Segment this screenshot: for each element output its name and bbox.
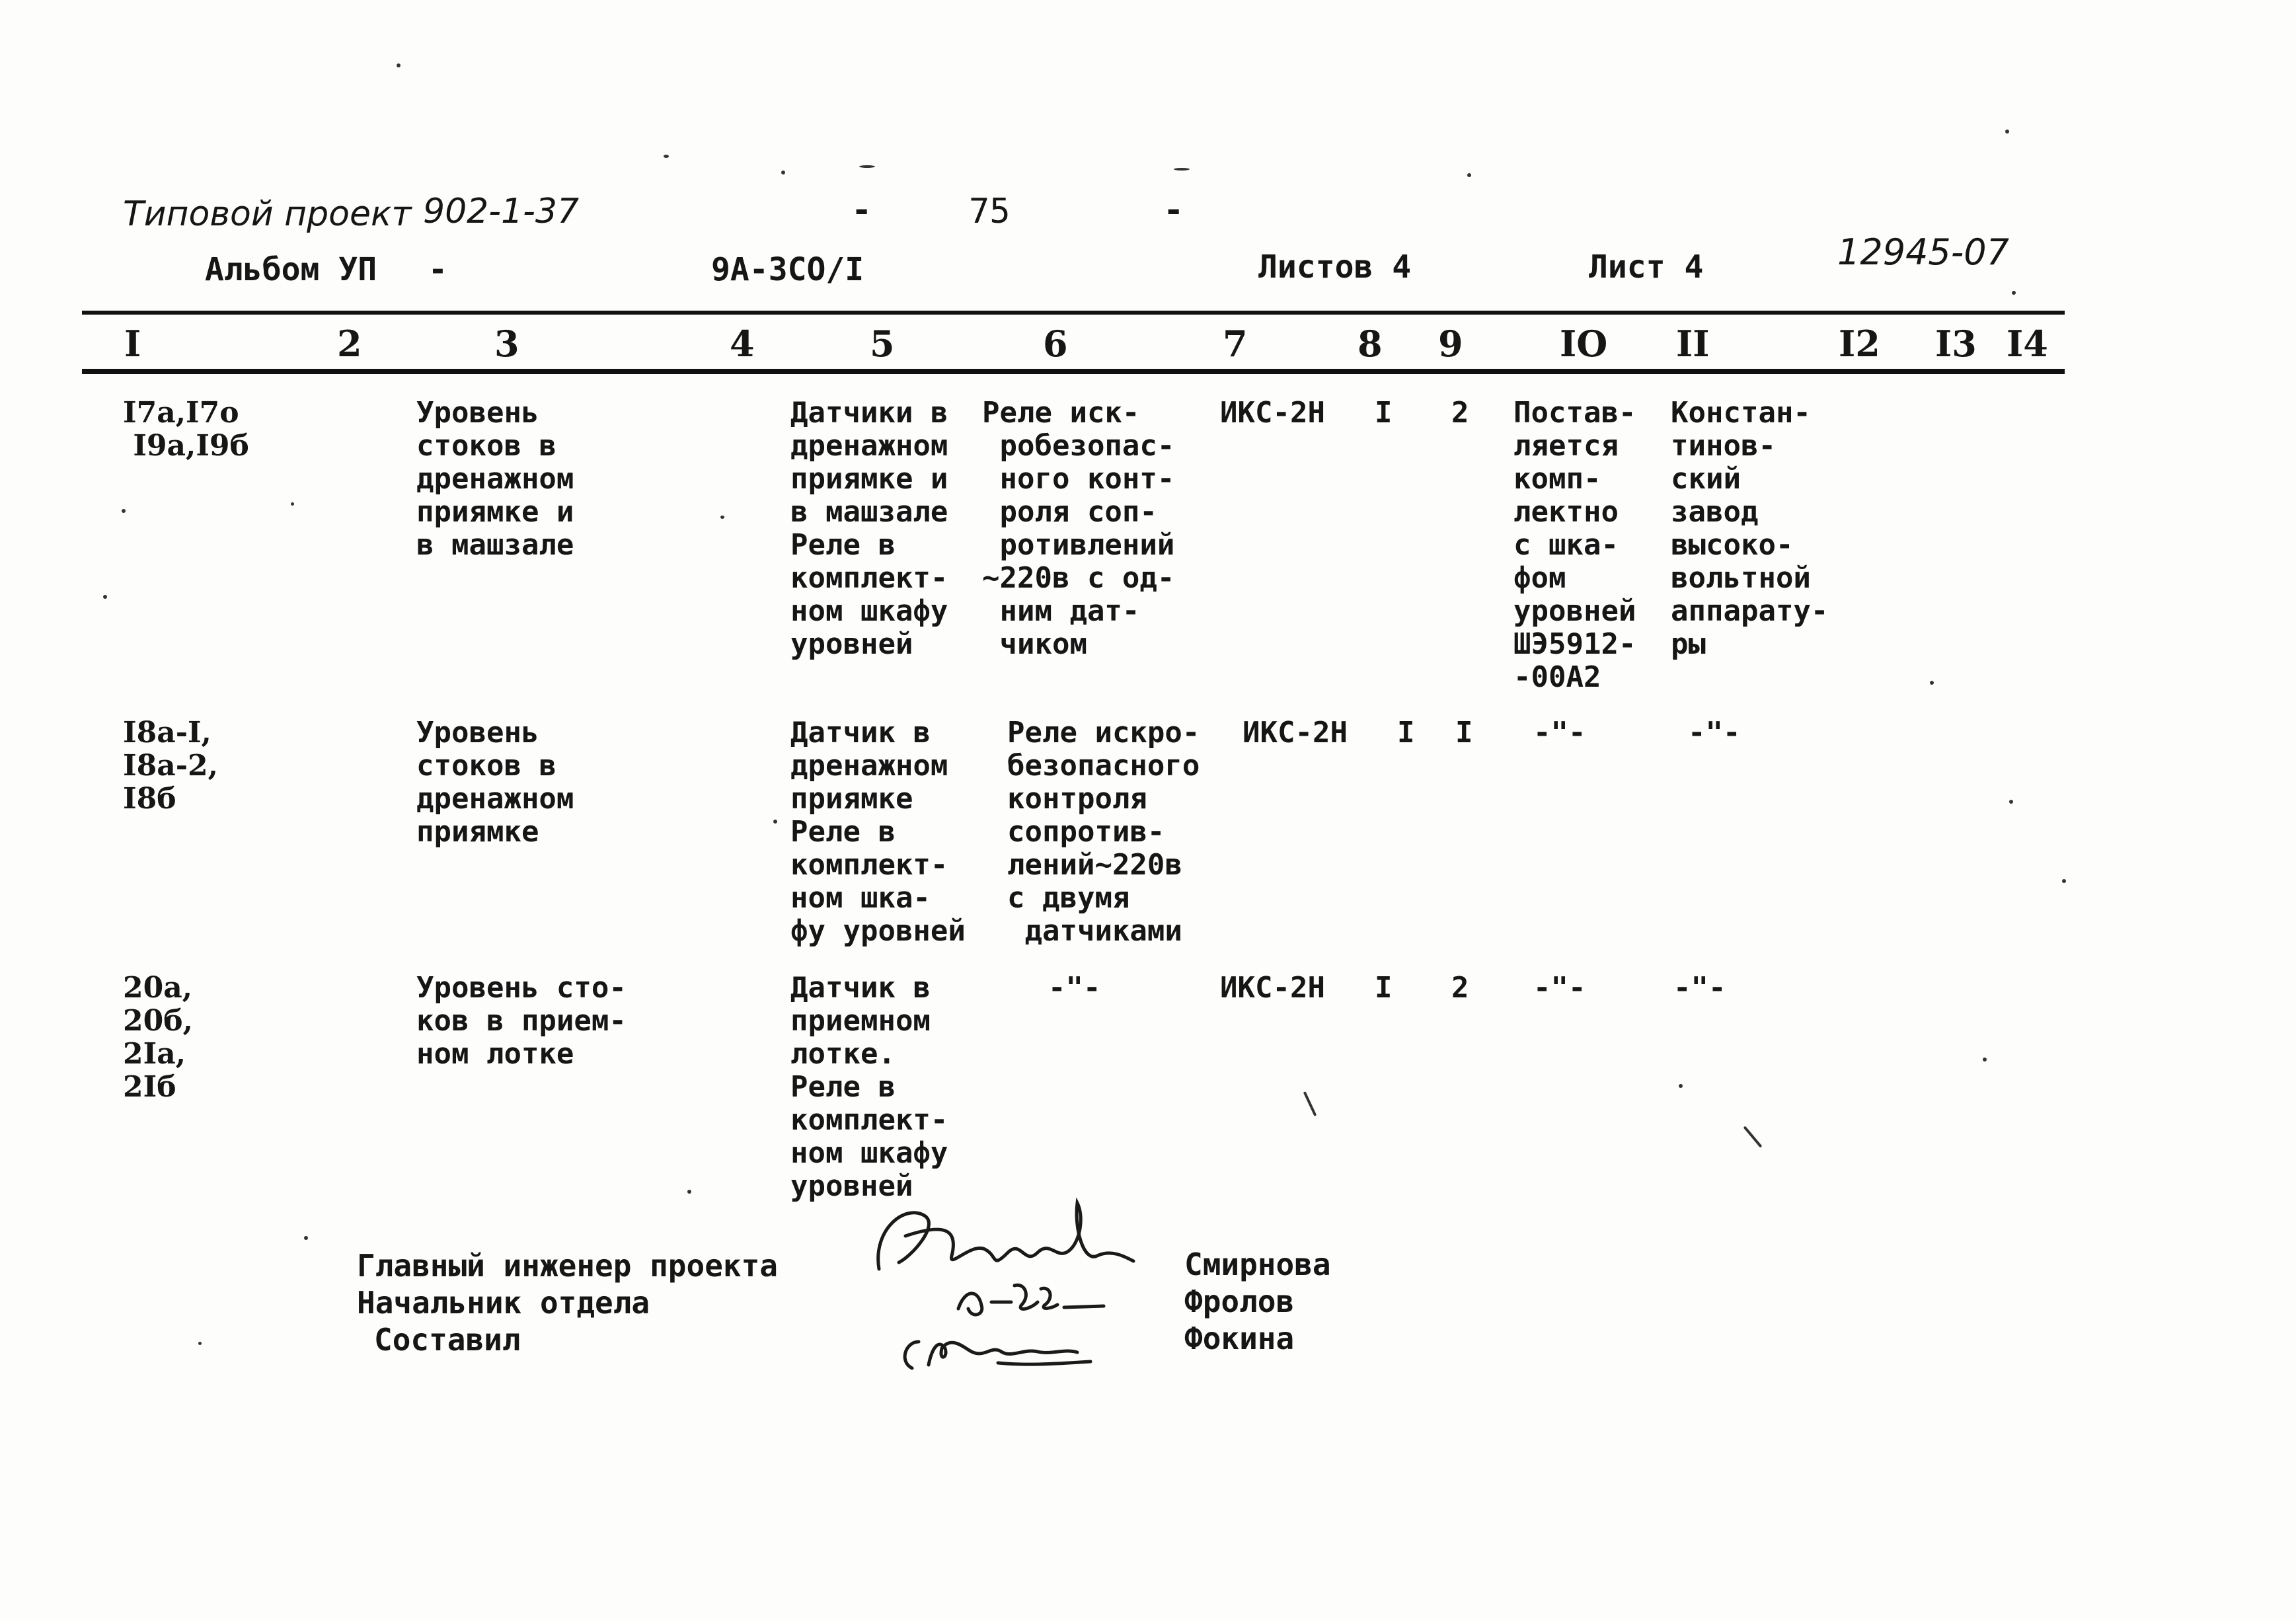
row2-type: ИКС-2Н <box>1243 716 1348 750</box>
row3-manufacturer: -"- <box>1673 971 1726 1005</box>
name-chief-engineer: Смирнова <box>1184 1247 1331 1282</box>
column-number: II <box>1676 323 1710 365</box>
column-number: I3 <box>1935 323 1977 365</box>
scan-speck <box>1467 173 1471 177</box>
row2-parameter: Уровень стоков в дренажном приямке <box>416 716 574 849</box>
row2-location: Датчик в дренажном приямке Реле в комплект- ном шка- фу уровней <box>790 716 966 948</box>
scan-speck <box>198 1342 202 1345</box>
project-label: Типовой проект <box>123 194 412 234</box>
row3-supply-note: -"- <box>1533 971 1586 1005</box>
role-chief-engineer: Главный инженер проекта <box>357 1248 778 1284</box>
row3-col8: I <box>1375 971 1393 1005</box>
album-dash: - <box>428 251 447 288</box>
scan-speck <box>1679 1084 1683 1088</box>
scan-speck <box>397 63 401 67</box>
row2-supply-note: -"- <box>1533 716 1586 750</box>
column-number: 5 <box>870 323 895 365</box>
role-compiler: Составил <box>374 1322 521 1358</box>
doc-code: 9А-3СО/I <box>711 251 864 288</box>
row1-supply-note: Постав- ляется комп- лектно с шка- фом уровней ШЭ5912- -00А2 <box>1513 396 1636 694</box>
column-number: 2 <box>337 323 362 365</box>
column-number: I2 <box>1839 323 1880 365</box>
scan-speck <box>664 155 669 158</box>
signature-compiler <box>892 1322 1110 1381</box>
scan-speck <box>2009 800 2013 804</box>
scan-speck <box>1983 1058 1987 1061</box>
scan-speck <box>103 595 107 599</box>
row1-parameter: Уровень стоков в дренажном приямке и в машзале <box>416 396 574 562</box>
scan-speck <box>781 171 785 174</box>
row3-location: Датчик в приемном лотке. Реле в комплект- ном шкафу уровней <box>790 971 948 1203</box>
column-number: 9 <box>1438 323 1463 365</box>
row1-location: Датчики в дренажном приямке и в машзале Реле в комплект- ном шкафу уровней <box>790 396 948 661</box>
column-number: 3 <box>494 323 519 365</box>
row2-device: Реле искро- безопасного контроля сопротив- лений~220в с двумя датчиками <box>1007 716 1200 948</box>
row1-position: I7а,I7о I9а,I9б <box>123 396 249 463</box>
page-dash-left: - <box>851 190 872 230</box>
row3-type: ИКС-2Н <box>1220 971 1325 1005</box>
row3-position: 20а, 20б, 2Iа, 2Iб <box>123 971 193 1104</box>
column-number: 6 <box>1043 323 1068 365</box>
scan-speck <box>859 165 875 168</box>
row3-col9: 2 <box>1451 971 1469 1005</box>
project-number: 902-1-37 <box>423 192 580 231</box>
scan-speck <box>1303 1091 1317 1116</box>
row2-manufacturer: -"- <box>1688 716 1741 750</box>
table-header-rule <box>82 369 2065 374</box>
column-number: I4 <box>2007 323 2048 365</box>
row2-position: I8а-I, I8а-2, I8б <box>123 716 218 816</box>
archive-number: 12945-07 <box>1837 231 2009 273</box>
name-department-head: Фролов <box>1184 1284 1295 1319</box>
column-number: IO <box>1560 323 1608 365</box>
column-number: I <box>124 323 141 365</box>
table-top-rule <box>82 311 2065 315</box>
column-number: 8 <box>1358 323 1383 365</box>
scan-speck <box>122 509 126 513</box>
scan-speck <box>1174 168 1190 171</box>
signature-department-head <box>952 1276 1124 1329</box>
scan-speck <box>1743 1126 1763 1147</box>
role-department-head: Начальник отдела <box>357 1285 650 1321</box>
row3-parameter: Уровень сто- ков в прием- ном лотке <box>416 971 627 1071</box>
row1-col8: I <box>1375 396 1393 430</box>
sheets-total: Листов 4 <box>1258 249 1412 286</box>
row3-device: -"- <box>1048 971 1101 1005</box>
scan-speck <box>2012 291 2016 295</box>
scan-speck <box>291 502 294 506</box>
scan-speck <box>1930 681 1934 685</box>
row2-col9: I <box>1455 716 1473 750</box>
scan-speck <box>304 1236 308 1240</box>
scan-speck <box>773 820 777 824</box>
row1-type: ИКС-2Н <box>1220 396 1325 430</box>
row1-col9: 2 <box>1451 396 1469 430</box>
album-label: Альбом УП <box>205 251 377 288</box>
row2-col8: I <box>1397 716 1415 750</box>
column-number: 7 <box>1223 323 1248 365</box>
name-compiler: Фокина <box>1184 1321 1295 1356</box>
column-number: 4 <box>730 323 755 365</box>
scan-speck <box>687 1190 691 1194</box>
scan-speck <box>720 516 724 519</box>
page-dash-right: - <box>1163 190 1184 230</box>
scan-speck <box>2062 879 2066 883</box>
sheet-number: Лист 4 <box>1589 249 1704 286</box>
page-number: 75 <box>969 192 1011 231</box>
scan-speck <box>2005 130 2009 134</box>
row1-device: Реле иск- робезопас- ного конт- роля соп- ротивлений ~220в с од- ним дат- чиком <box>982 396 1175 661</box>
row1-manufacturer: Констан- тинов- ский завод высоко- вольтной аппарату- ры <box>1671 396 1829 661</box>
